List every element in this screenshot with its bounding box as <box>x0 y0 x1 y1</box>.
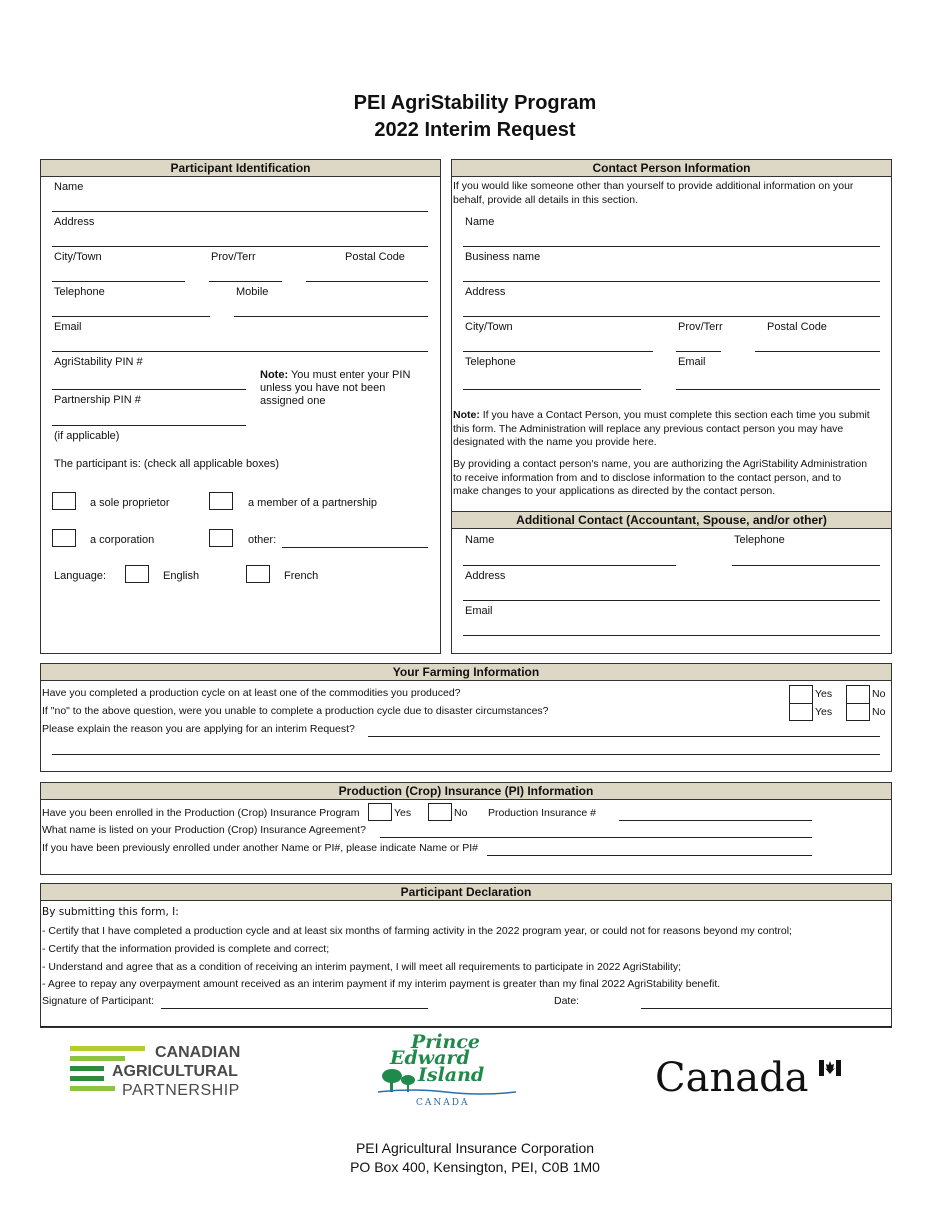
q1-no-checkbox[interactable] <box>846 685 870 705</box>
q1-yes-label: Yes <box>815 688 833 700</box>
q1-no-label: No <box>872 688 886 700</box>
cap-stripe-5 <box>70 1086 115 1091</box>
contact-email-label: Email <box>678 356 706 368</box>
declaration-item-1: - Certify that I have completed a production cycle and at least six months of farming activity in the 2022 program year, or could not for reasons beyond my control; <box>42 925 792 937</box>
participant-postal-field[interactable] <box>306 281 428 282</box>
pi-no-label: No <box>454 807 468 819</box>
insurance-question-2: What name is listed on your Production (Crop) Insurance Agreement? <box>42 824 366 836</box>
contact-email-field[interactable] <box>676 389 880 390</box>
participant-city-label: City/Town <box>54 251 102 263</box>
participant-prov-label: Prov/Terr <box>211 251 256 263</box>
date-field[interactable] <box>641 1008 891 1009</box>
declaration-intro: By submitting this form, I: <box>42 906 179 918</box>
signature-field[interactable] <box>161 1008 428 1009</box>
farming-header: Your Farming Information <box>41 664 891 681</box>
cap-stripe-4 <box>70 1076 104 1081</box>
english-label: English <box>163 570 200 582</box>
participant-name-label: Name <box>54 181 84 193</box>
insurance-header: Production (Crop) Insurance (PI) Information <box>41 783 891 800</box>
partnership-member-label: a member of a partnership <box>248 497 378 509</box>
interim-reason-field[interactable] <box>368 736 880 737</box>
additional-email-label: Email <box>465 605 493 617</box>
signature-label: Signature of Participant: <box>42 995 155 1007</box>
agristability-pin-label: AgriStability PIN # <box>54 356 143 368</box>
additional-telephone-label: Telephone <box>734 534 785 546</box>
contact-prov-field[interactable] <box>676 351 721 352</box>
contact-header: Contact Person Information <box>452 160 891 177</box>
declaration-item-3: - Understand and agree that as a condition of receiving an interim payment, I will meet all requirements to participate in 2022 AgriStability; <box>42 961 682 973</box>
contact-postal-label: Postal Code <box>767 321 827 333</box>
contact-name-label: Name <box>465 216 495 228</box>
participant-header: Participant Identification <box>41 160 440 177</box>
participant-address-field[interactable] <box>52 246 428 247</box>
declaration-item-2: - Certify that the information provided is complete and correct; <box>42 943 330 955</box>
pin-note-line2: unless you have not been <box>260 382 386 394</box>
pi-number-field[interactable] <box>619 820 812 821</box>
french-checkbox[interactable] <box>246 565 270 583</box>
contact-telephone-label: Telephone <box>465 356 516 368</box>
participant-prov-field[interactable] <box>209 281 282 282</box>
other-checkbox[interactable] <box>209 529 233 547</box>
partnership-member-checkbox[interactable] <box>209 492 233 510</box>
q2-no-checkbox[interactable] <box>846 703 870 721</box>
farming-question-3: Please explain the reason you are applying for an interim Request? <box>42 723 355 735</box>
insurance-question-3: If you have been previously enrolled under another Name or PI#, please indicate Name or PI# <box>42 842 479 854</box>
cap-stripe-1 <box>70 1046 145 1051</box>
canadian-agricultural-partnership-logo: CANADIAN AGRICULTURAL PARTNERSHIP <box>70 1044 270 1100</box>
contact-address-label: Address <box>465 286 506 298</box>
declaration-bottom-rule <box>40 1026 892 1027</box>
partnership-pin-label: Partnership PIN # <box>54 394 141 406</box>
canada-flag-icon <box>819 1060 841 1076</box>
participant-email-field[interactable] <box>52 351 428 352</box>
additional-address-label: Address <box>465 570 506 582</box>
contact-authorization: By providing a contact person's name, you are authorizing the AgriStability Administration to receive information from and to disclose information to the contact person, and to make changes to your applications as directed by the contact person. <box>453 458 868 497</box>
agristability-pin-field[interactable] <box>52 389 246 390</box>
sole-proprietor-checkbox[interactable] <box>52 492 76 510</box>
french-label: French <box>284 570 319 582</box>
participant-telephone-field[interactable] <box>52 316 210 317</box>
q2-yes-checkbox[interactable] <box>789 703 813 721</box>
participant-address-label: Address <box>54 216 95 228</box>
contact-panel <box>451 159 892 654</box>
corporation-checkbox[interactable] <box>52 529 76 547</box>
participant-email-label: Email <box>54 321 82 333</box>
pei-wave-icon <box>376 1088 518 1096</box>
farming-question-1: Have you completed a production cycle on at least one of the commodities you produced? <box>42 687 461 699</box>
contact-city-field[interactable] <box>463 351 653 352</box>
page-title: PEI AgriStability Program <box>353 92 597 114</box>
interim-reason-field-2[interactable] <box>52 754 880 755</box>
additional-name-field[interactable] <box>463 565 676 566</box>
q2-yes-label: Yes <box>815 706 833 718</box>
declaration-header: Participant Declaration <box>41 884 891 901</box>
sole-proprietor-label: a sole proprietor <box>90 497 170 509</box>
additional-email-field[interactable] <box>463 635 880 636</box>
participant-mobile-field[interactable] <box>234 316 428 317</box>
farming-question-2: If "no" to the above question, were you unable to complete a production cycle due to disaster circumstances? <box>42 705 549 717</box>
date-label: Date: <box>554 995 580 1007</box>
pin-note: Note: You must enter your PIN <box>260 369 411 381</box>
contact-telephone-field[interactable] <box>463 389 641 390</box>
corporation-label: a corporation <box>90 534 155 546</box>
other-field[interactable] <box>282 547 428 548</box>
pi-no-checkbox[interactable] <box>428 803 452 821</box>
partnership-pin-field[interactable] <box>52 425 246 426</box>
page-subtitle: 2022 Interim Request <box>374 119 576 141</box>
footer-address: PO Box 400, Kensington, PEI, C0B 1M0 <box>350 1159 600 1175</box>
participant-telephone-label: Telephone <box>54 286 105 298</box>
contact-intro: If you would like someone other than yourself to provide additional information on your behalf, provide all details in this section. <box>453 180 854 206</box>
additional-contact-header: Additional Contact (Accountant, Spouse, and/or other) <box>452 511 891 529</box>
canada-wordmark: Canada <box>655 1056 855 1104</box>
cap-stripe-3 <box>70 1066 104 1071</box>
additional-telephone-field[interactable] <box>732 565 880 566</box>
participant-name-field[interactable] <box>52 211 428 212</box>
pi-yes-checkbox[interactable] <box>368 803 392 821</box>
pi-agreement-name-field[interactable] <box>380 837 812 838</box>
pei-logo: Prince Edward Island CANADA <box>376 1032 518 1110</box>
contact-name-field[interactable] <box>463 246 880 247</box>
english-checkbox[interactable] <box>125 565 149 583</box>
additional-address-field[interactable] <box>463 600 880 601</box>
participant-mobile-label: Mobile <box>236 286 269 298</box>
participant-postal-label: Postal Code <box>345 251 405 263</box>
declaration-item-4: - Agree to repay any overpayment amount received as an interim payment if my interim payment is greater than my final 2022 AgriStability benefit. <box>42 978 721 990</box>
footer-organization: PEI Agricultural Insurance Corporation <box>355 1140 595 1156</box>
contact-address-field[interactable] <box>463 316 880 317</box>
additional-name-label: Name <box>465 534 495 546</box>
contact-prov-label: Prov/Terr <box>678 321 723 333</box>
if-applicable-label: (if applicable) <box>54 430 120 442</box>
pi-yes-label: Yes <box>394 807 412 819</box>
pin-note-line3: assigned one <box>260 395 326 407</box>
other-label: other: <box>248 534 277 546</box>
participant-type-label: The participant is: (check all applicable boxes) <box>54 458 280 470</box>
contact-business-label: Business name <box>465 251 541 263</box>
contact-postal-field[interactable] <box>755 351 880 352</box>
language-label: Language: <box>54 570 106 582</box>
insurance-question-1: Have you been enrolled in the Production (Crop) Insurance Program <box>42 807 360 819</box>
q2-no-label: No <box>872 706 886 718</box>
participant-city-field[interactable] <box>52 281 185 282</box>
contact-business-field[interactable] <box>463 281 880 282</box>
q1-yes-checkbox[interactable] <box>789 685 813 705</box>
cap-stripe-2 <box>70 1056 125 1061</box>
previous-enrollment-field[interactable] <box>487 855 812 856</box>
pi-number-label: Production Insurance # <box>488 807 596 819</box>
contact-note: Note: If you have a Contact Person, you must complete this section each time you submit this form. The Administration will replace any previous contact person you may have designated with the name you provide here. <box>453 409 870 448</box>
contact-city-label: City/Town <box>465 321 513 333</box>
